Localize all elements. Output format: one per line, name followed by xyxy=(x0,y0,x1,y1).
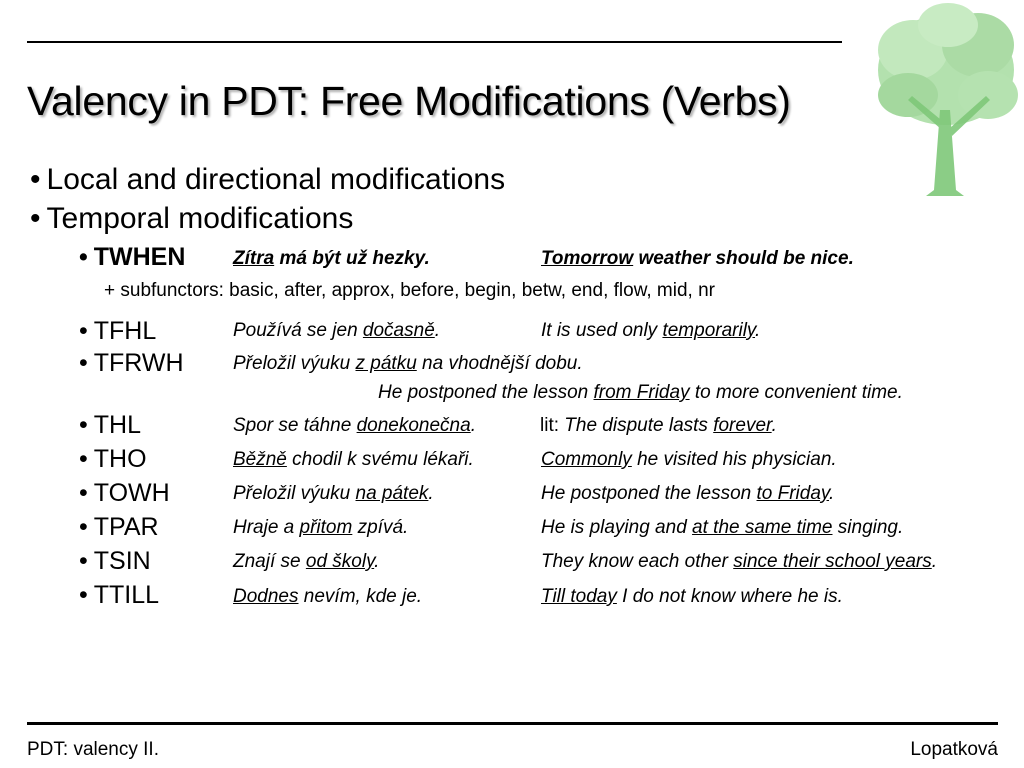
example-text: . xyxy=(771,415,777,436)
example-text: . xyxy=(829,483,835,504)
example-text: Hraje a xyxy=(233,517,300,538)
example-text: má být už hezky. xyxy=(274,248,430,269)
highlighted-phrase: Till today xyxy=(541,586,617,607)
example-text: Přeložil výuku xyxy=(233,483,356,504)
functor-thl xyxy=(79,410,141,440)
highlighted-phrase: from Friday xyxy=(593,382,690,403)
highlighted-phrase: od školy xyxy=(305,551,375,572)
bullet-marker: • xyxy=(79,411,88,439)
top-rule xyxy=(27,41,842,43)
bullet-marker: • xyxy=(79,547,88,575)
bullet-marker: • xyxy=(79,513,88,541)
functor-label: TTILL xyxy=(93,581,160,609)
highlighted-phrase: Tomorrow xyxy=(541,248,634,269)
example-text: weather should be nice. xyxy=(633,248,854,269)
tree-icon xyxy=(868,0,1024,200)
czech-example-ttill xyxy=(233,585,422,609)
highlighted-phrase: at the same time xyxy=(692,517,833,538)
functor-tho xyxy=(79,444,147,474)
bullet-marker: • xyxy=(30,202,41,235)
example-text: I do not know where he is. xyxy=(616,586,843,607)
example-text: he visited his physician. xyxy=(631,449,837,470)
footer-left: PDT: valency II. xyxy=(27,739,159,760)
literal-prefix xyxy=(540,414,777,438)
czech-example-twhen xyxy=(233,247,430,271)
example-text: . xyxy=(470,415,476,436)
functor-label: TFRWH xyxy=(93,349,184,377)
english-example-thl xyxy=(564,415,777,436)
czech-example-thl xyxy=(233,414,476,438)
functor-label: TFHL xyxy=(93,317,157,345)
example-text: to more convenient time. xyxy=(689,382,903,403)
bullet-marker: • xyxy=(79,445,88,473)
bullet-marker: • xyxy=(30,163,41,196)
example-text: The dispute lasts xyxy=(564,415,714,436)
bullet-text: Temporal modifications xyxy=(46,202,354,235)
highlighted-phrase: to Friday xyxy=(756,483,830,504)
example-text: He postponed the lesson xyxy=(541,483,757,504)
czech-example-tsin xyxy=(233,550,379,574)
example-text: He is playing and xyxy=(541,517,693,538)
example-text: Spor se táhne xyxy=(233,415,357,436)
highlighted-phrase: Commonly xyxy=(541,449,632,470)
highlighted-phrase: since their school years xyxy=(733,551,932,572)
functor-label: THL xyxy=(93,411,141,439)
english-example-tsin xyxy=(541,550,937,574)
bullet-local-directional xyxy=(30,161,505,199)
english-example-towh xyxy=(541,482,834,506)
footer-right: Lopatková xyxy=(910,739,998,760)
highlighted-phrase: temporarily xyxy=(662,320,756,341)
example-text: zpívá. xyxy=(352,517,409,538)
example-text: They know each other xyxy=(541,551,734,572)
example-text: . xyxy=(428,483,434,504)
example-text: singing. xyxy=(832,517,904,538)
subfunctors-note: + subfunctors: basic, after, approx, before, begin, betw, end, flow, mid, nr xyxy=(104,280,715,301)
english-example-tpar xyxy=(541,516,903,540)
functor-twhen xyxy=(79,242,185,272)
highlighted-phrase: dočasně xyxy=(362,320,435,341)
functor-label: THO xyxy=(93,445,147,473)
functor-tfhl xyxy=(79,316,156,346)
highlighted-phrase: Zítra xyxy=(233,248,275,269)
example-text: na vhodnější dobu. xyxy=(416,353,583,374)
example-text: It is used only xyxy=(541,320,663,341)
bullet-temporal xyxy=(30,200,353,238)
example-text: . xyxy=(374,551,380,572)
bullet-marker: • xyxy=(79,317,88,345)
highlighted-phrase: přitom xyxy=(299,517,353,538)
english-example-tfhl xyxy=(541,319,760,343)
slide-title: Valency in PDT: Free Modifications (Verbs) xyxy=(27,78,791,124)
functor-ttill xyxy=(79,580,159,610)
functor-towh xyxy=(79,478,170,508)
czech-example-towh xyxy=(233,482,434,506)
highlighted-phrase: Běžně xyxy=(233,449,287,470)
english-example-tfrwh xyxy=(378,381,903,405)
example-text: He postponed the lesson xyxy=(378,382,594,403)
bullet-marker: • xyxy=(79,243,88,271)
highlighted-phrase: donekonečna xyxy=(356,415,471,436)
functor-tfrwh xyxy=(79,348,184,378)
czech-example-tpar xyxy=(233,516,408,540)
bullet-marker: • xyxy=(79,349,88,377)
czech-example-tho xyxy=(233,448,474,472)
example-text: Používá se jen xyxy=(233,320,363,341)
highlighted-phrase: forever xyxy=(713,415,772,436)
english-example-tho xyxy=(541,448,837,472)
bullet-text: Local and directional modifications xyxy=(46,163,506,196)
example-text: . xyxy=(434,320,441,341)
english-example-twhen xyxy=(541,247,854,271)
functor-label: TWHEN xyxy=(93,243,186,271)
highlighted-phrase: na pátek xyxy=(355,483,429,504)
highlighted-phrase: Dodnes xyxy=(233,586,299,607)
czech-example-tfhl xyxy=(233,319,440,343)
functor-tpar xyxy=(79,512,159,542)
example-text: . xyxy=(931,551,938,572)
functor-tsin xyxy=(79,546,151,576)
example-text: Znají se xyxy=(233,551,306,572)
czech-example-tfrwh xyxy=(233,352,583,376)
example-text: Přeložil výuku xyxy=(233,353,356,374)
bullet-marker: • xyxy=(79,479,88,507)
functor-label: TOWH xyxy=(93,479,170,507)
functor-label: TPAR xyxy=(93,513,159,541)
literal-prefix-text: lit: xyxy=(540,415,565,436)
bullet-marker: • xyxy=(79,581,88,609)
example-text: chodil k svému lékaři. xyxy=(286,449,474,470)
example-text: nevím, kde je. xyxy=(298,586,423,607)
highlighted-phrase: z pátku xyxy=(355,353,417,374)
english-example-ttill xyxy=(541,585,843,609)
example-text: . xyxy=(755,320,761,341)
functor-label: TSIN xyxy=(93,547,151,575)
bottom-rule xyxy=(27,722,998,725)
